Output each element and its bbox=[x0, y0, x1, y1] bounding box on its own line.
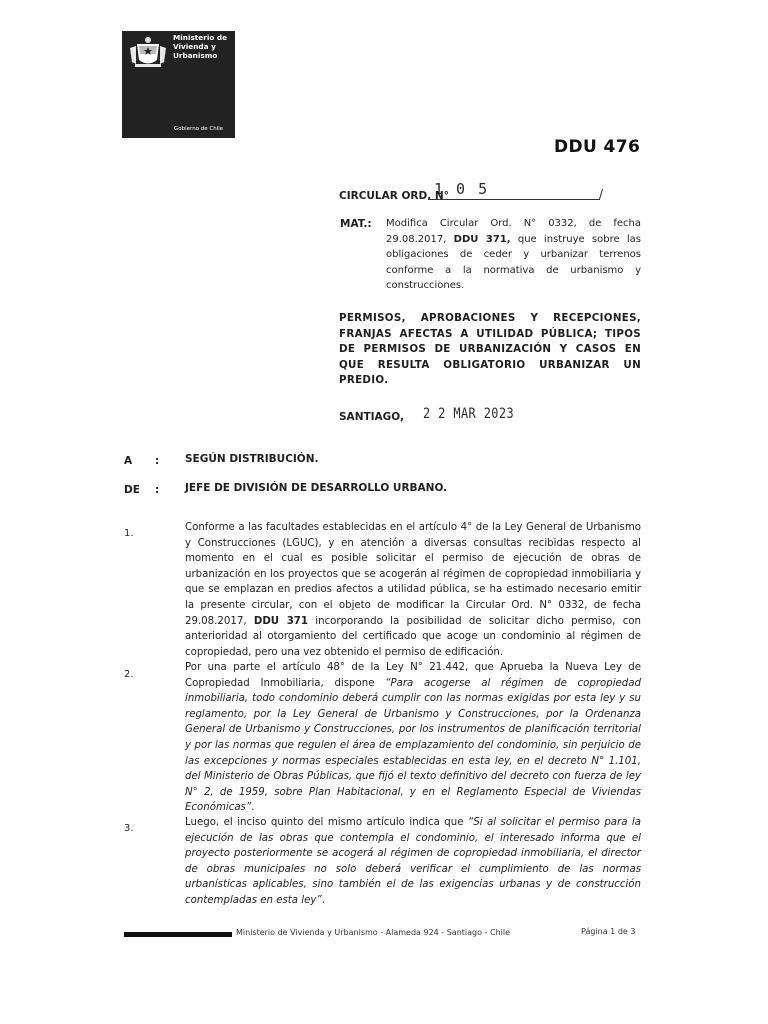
city-label: SANTIAGO, bbox=[339, 411, 404, 423]
date-stamp: 2 2 MAR 2023 bbox=[423, 406, 515, 422]
paragraph-3-text-before: Luego, el inciso quinto del mismo artículo indica que bbox=[185, 817, 464, 828]
logo-line-3: Urbanismo bbox=[173, 51, 218, 60]
matter-label: MAT.: bbox=[340, 218, 372, 230]
paragraph-2-text-before: Por una parte el artículo 48° de la Ley N° 21.442, que Aprueba la Nueva Ley de Copropiedad Inmobiliaria, dispone bbox=[185, 662, 641, 689]
footer-bar bbox=[124, 932, 232, 937]
paragraph-1-text-after: incorporando la posibilidad de solicitar dicho permiso, con anterioridad al otorgamiento del certificado que acoge un condominio al régimen de copropiedad, pero una vez obtenido el permiso de edificación. bbox=[185, 615, 641, 658]
matter-reference: DDU 371, bbox=[453, 233, 511, 245]
paragraph-3 bbox=[185, 815, 641, 909]
paragraph-3-number: 3. bbox=[124, 823, 134, 834]
page-number: Página 1 de 3 bbox=[581, 927, 636, 936]
paragraph-1-number: 1. bbox=[124, 528, 134, 539]
circular-number-underline bbox=[428, 199, 600, 200]
subject-heading: PERMISOS, APROBACIONES Y RECEPCIONES, FRANJAS AFECTAS A UTILIDAD PÚBLICA; TIPOS DE PERMISOS DE URBANIZACIÓN Y CASOS EN QUE RESULTA OBLIGATORIO URBANIZAR UN PREDIO. bbox=[339, 312, 641, 386]
paragraph-1 bbox=[185, 520, 641, 660]
circular-slash: / bbox=[599, 187, 604, 201]
recipient-colon: : bbox=[155, 455, 160, 467]
logo-line-1: Ministerio de bbox=[173, 33, 228, 42]
paragraph-2-text-after: . bbox=[251, 802, 255, 814]
sender-colon: : bbox=[155, 484, 160, 496]
recipient-key: A bbox=[124, 455, 133, 467]
matter-text bbox=[386, 216, 641, 294]
sender-value: JEFE DE DIVISIÓN DE DESARROLLO URBANO. bbox=[185, 482, 448, 494]
document-code: DDU 476 bbox=[554, 137, 641, 157]
chile-coat-of-arms-icon bbox=[127, 34, 169, 74]
ministry-logo bbox=[122, 31, 235, 138]
paragraph-2-number: 2. bbox=[124, 669, 134, 680]
matter-text-after: que instruye sobre las obligaciones de ceder y urbanizar terrenos conforme a la normativa de urbanismo y construcciones. bbox=[386, 233, 641, 291]
paragraph-3-quote: “Si al solicitar el permiso para la ejecución de las obras que contempla el condominio, el interesado informa que el proyecto posteriormente se acogerá al régimen de copropiedad inmobiliaria, el director de obras municipales no solo deberá verificar el cumplimiento de las normas urbanísticas aplicables, sino también el de las exigencias urbanas y de construcción contempladas en esta ley” bbox=[185, 817, 641, 906]
matter-text-before: Modifica Circular Ord. N° 0332, de fecha 29.08.2017, bbox=[386, 218, 641, 245]
paragraph-1-reference: DDU 371 bbox=[253, 615, 308, 627]
paragraph-2-quote: “Para acogerse al régimen de copropiedad inmobiliaria, todo condominio deberá cumplir con las normas exigidas por esta ley y su reglamento, por la Ley General de Urbanismo y Construcciones, por la Ordenanza General de Urbanismo y Construcciones, por los instrumentos de planificación territorial y por las normas que regulen el área de emplazamiento del condominio, sin perjuicio de las excepciones y normas especiales establecidas en esta ley, en el decreto N° 1.101, del Ministerio de Obras Públicas, que fijó el texto definitivo del decreto con fuerza de ley N° 2, de 1959, sobre Plan Habitacional, y en el Reglamento Especial de Viviendas Económicas” bbox=[185, 677, 641, 814]
paragraph-2 bbox=[185, 660, 641, 816]
ministry-name bbox=[173, 33, 227, 60]
sender-key: DE bbox=[124, 484, 140, 496]
logo-line-2: Vivienda y bbox=[173, 42, 216, 51]
recipient-value: SEGÚN DISTRIBUCIÓN. bbox=[185, 453, 319, 465]
circular-label: CIRCULAR ORD. N° bbox=[339, 190, 449, 202]
paragraph-3-text-after: . bbox=[321, 894, 325, 906]
circular-number: 1 0 5 bbox=[434, 180, 490, 198]
paragraph-1-text-before: Conforme a las facultades establecidas en el artículo 4° de la Ley General de Urbanismo y Construcciones (LGUC), y en atención a diversas consultas recibidas respecto al momento en el cual es posible solicitar el permiso de ejecución de obras de urbanización en los proyectos que se acogerán al régimen de copropiedad inmobiliaria y que se emplazan en predios afectos a utilidad pública, se ha estimado necesario emitir la presente circular, con el objeto de modificar la Circular Ord. N° 0332, de fecha 29.08.2017, bbox=[185, 522, 641, 627]
government-label: Gobierno de Chile bbox=[174, 126, 224, 132]
footer-address: Ministerio de Vivienda y Urbanismo - Alameda 924 - Santiago - Chile bbox=[236, 928, 511, 937]
